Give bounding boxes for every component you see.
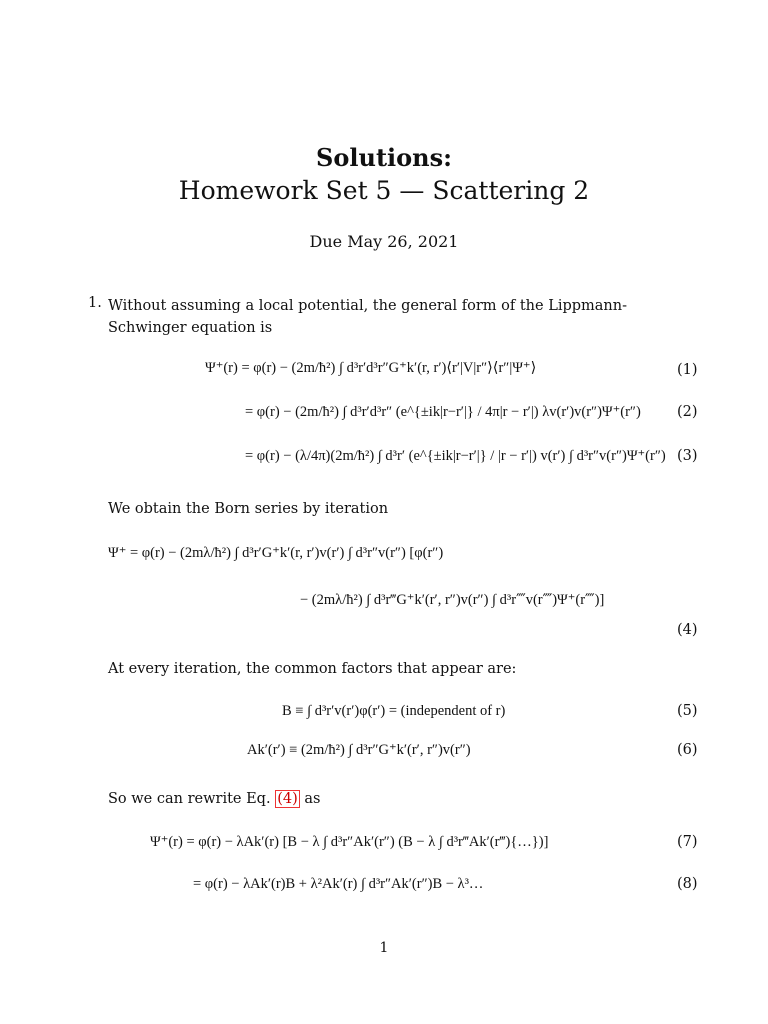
equation-number-3: (3) <box>677 448 698 464</box>
equation-4-link[interactable]: (4) <box>277 791 298 807</box>
equation-4-line-2: − (2mλ/ħ²) ∫ d³r‴G⁺k′(r′, r″)v(r″) ∫ d³r⁗v(r⁗)Ψ⁺(r⁗)] <box>300 592 605 608</box>
equation-4-line-1: Ψ⁺ = φ(r) − (2mλ/ħ²) ∫ d³r′G⁺k′(r, r′)v(r′) ∫ d³r″v(r″) [φ(r″) <box>108 545 444 561</box>
equation-7: Ψ⁺(r) = φ(r) − λAk′(r) [B − λ ∫ d³r″Ak′(r″) (B − λ ∫ d³r‴Ak′(r‴){…})] <box>150 834 549 850</box>
born-series-text: We obtain the Born series by iteration <box>108 501 389 517</box>
equation-2: = φ(r) − (2m/ħ²) ∫ d³r′d³r″ (e^{±ik|r−r′|} / 4π|r − r′|) λv(r′)v(r″)Ψ⁺(r″) <box>245 404 641 420</box>
equation-number-6: (6) <box>677 742 698 758</box>
equation-number-5: (5) <box>677 703 698 719</box>
rewrite-suffix: as <box>304 791 321 807</box>
title: Solutions: <box>316 143 452 172</box>
equation-8: = φ(r) − λAk′(r)B + λ²Ak′(r) ∫ d³r″Ak′(r″)B − λ³… <box>193 876 484 892</box>
equation-5: B ≡ ∫ d³r′v(r′)φ(r′) = (independent of r) <box>282 703 506 719</box>
problem-number: 1. <box>88 295 102 311</box>
rewrite-prefix: So we can rewrite Eq. <box>108 791 271 807</box>
equation-number-7: (7) <box>677 834 698 850</box>
equation-number-8: (8) <box>677 876 698 892</box>
equation-number-2: (2) <box>677 404 698 420</box>
problem-intro: Without assuming a local potential, the general form of the Lippmann-Schwinger equation is <box>108 298 628 336</box>
subtitle: Homework Set 5 — Scattering 2 <box>178 176 590 205</box>
equation-1: Ψ⁺(r) = φ(r) − (2m/ħ²) ∫ d³r′d³r″G⁺k′(r, r′)⟨r′|V|r″⟩⟨r″|Ψ⁺⟩ <box>205 360 537 376</box>
equation-number-4: (4) <box>677 622 698 638</box>
page-number: 1 <box>379 940 389 956</box>
equation-6: Ak′(r′) ≡ (2m/ħ²) ∫ d³r″G⁺k′(r′, r″)v(r″) <box>247 742 471 758</box>
due-date: Due May 26, 2021 <box>309 232 459 251</box>
equation-3: = φ(r) − (λ/4π)(2m/ħ²) ∫ d³r′ (e^{±ik|r−r′|} / |r − r′|) v(r′) ∫ d³r″v(r″)Ψ⁺(r″) <box>245 448 666 464</box>
rewrite-text <box>108 788 698 810</box>
common-factors-text: At every iteration, the common factors that appear are: <box>108 661 517 677</box>
equation-number-1: (1) <box>677 362 698 378</box>
